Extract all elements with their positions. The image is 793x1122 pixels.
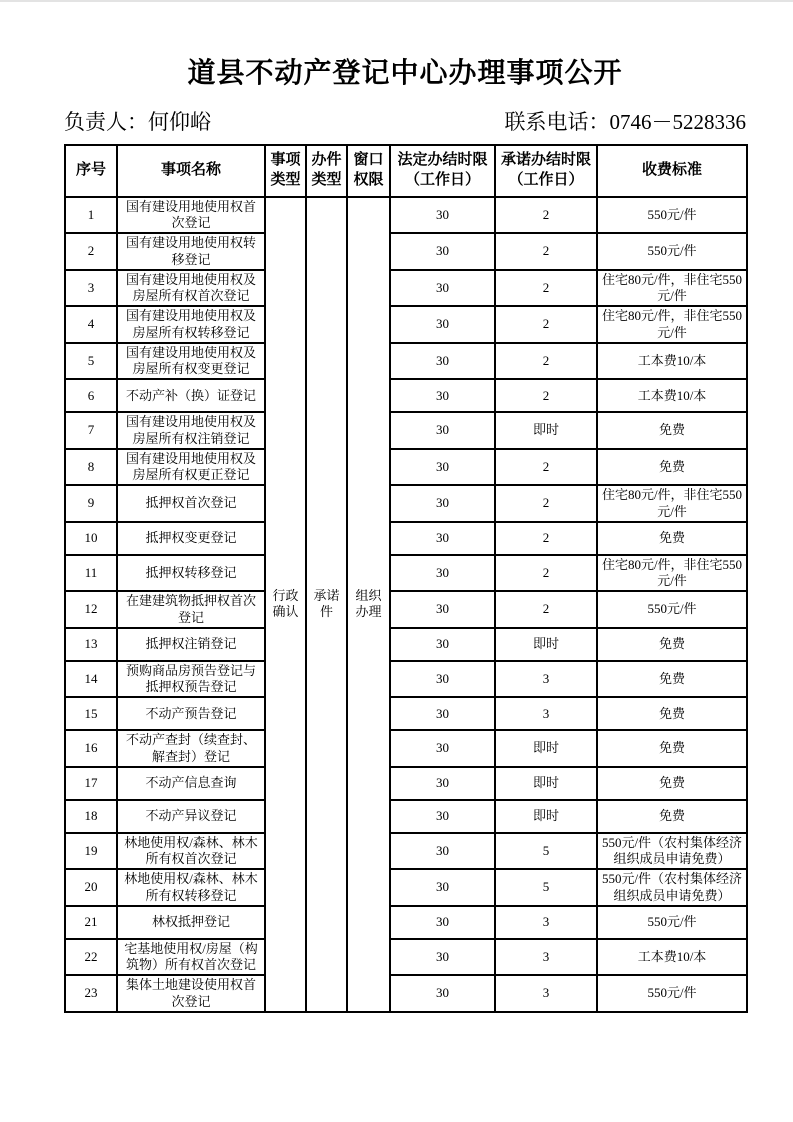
item-name-cell: 林地使用权/森林、林木所有权首次登记	[117, 833, 265, 870]
header-fee-standard: 收费标准	[597, 145, 747, 197]
fee-cell: 免费	[597, 522, 747, 555]
promised-time-cell: 即时	[495, 800, 597, 833]
table-row	[65, 485, 747, 522]
table-row	[65, 233, 747, 270]
item-name-cell: 在建建筑物抵押权首次登记	[117, 591, 265, 628]
legal-time-cell: 30	[390, 800, 495, 833]
row-number-cell: 12	[65, 591, 117, 628]
legal-time-cell: 30	[390, 555, 495, 592]
promised-time-cell: 即时	[495, 767, 597, 800]
promised-time-cell: 3	[495, 939, 597, 976]
fee-cell: 免费	[597, 628, 747, 661]
info-row	[64, 109, 746, 135]
fee-cell: 住宅80元/件，非住宅550元/件	[597, 555, 747, 592]
item-name-cell: 国有建设用地使用权转移登记	[117, 233, 265, 270]
row-number-cell: 2	[65, 233, 117, 270]
row-number-cell: 13	[65, 628, 117, 661]
promised-time-cell: 2	[495, 555, 597, 592]
header-row	[65, 145, 747, 197]
table-row	[65, 197, 747, 234]
row-number-cell: 17	[65, 767, 117, 800]
phone-label: 联系电话：	[504, 109, 610, 134]
row-number-cell: 7	[65, 412, 117, 449]
legal-time-cell: 30	[390, 306, 495, 343]
fee-cell: 住宅80元/件，非住宅550元/件	[597, 485, 747, 522]
table-body	[65, 197, 747, 1012]
item-name-cell: 国有建设用地使用权及房屋所有权更正登记	[117, 449, 265, 486]
table-row	[65, 906, 747, 939]
promised-time-cell: 2	[495, 197, 597, 234]
legal-time-cell: 30	[390, 270, 495, 307]
row-number-cell: 11	[65, 555, 117, 592]
fee-cell: 工本费10/本	[597, 343, 747, 380]
row-number-cell: 4	[65, 306, 117, 343]
table-row	[65, 412, 747, 449]
table-row	[65, 730, 747, 767]
legal-time-cell: 30	[390, 906, 495, 939]
item-name-cell: 抵押权转移登记	[117, 555, 265, 592]
item-name-cell: 林地使用权/森林、林木所有权转移登记	[117, 869, 265, 906]
item-name-cell: 宅基地使用权/房屋（构筑物）所有权首次登记	[117, 939, 265, 976]
window-authority-cell: 组织办理	[347, 197, 390, 1012]
table-row	[65, 800, 747, 833]
table-row	[65, 306, 747, 343]
promised-time-cell: 5	[495, 869, 597, 906]
header-legal-time-limit: 法定办结时限（工作日）	[390, 145, 495, 197]
promised-time-cell: 即时	[495, 628, 597, 661]
row-number-cell: 20	[65, 869, 117, 906]
row-number-cell: 6	[65, 379, 117, 412]
legal-time-cell: 30	[390, 343, 495, 380]
header-window-authority: 窗口权限	[347, 145, 390, 197]
item-name-cell: 抵押权首次登记	[117, 485, 265, 522]
fee-cell: 免费	[597, 697, 747, 730]
manager-name: 何仰峪	[148, 109, 211, 134]
legal-time-cell: 30	[390, 449, 495, 486]
item-name-cell: 不动产补（换）证登记	[117, 379, 265, 412]
row-number-cell: 1	[65, 197, 117, 234]
table-row	[65, 270, 747, 307]
row-number-cell: 18	[65, 800, 117, 833]
row-number-cell: 15	[65, 697, 117, 730]
row-number-cell: 10	[65, 522, 117, 555]
process-type-cell: 承诺件	[306, 197, 347, 1012]
table-row	[65, 975, 747, 1012]
table-row	[65, 591, 747, 628]
legal-time-cell: 30	[390, 197, 495, 234]
fee-cell: 免费	[597, 661, 747, 698]
table-row	[65, 661, 747, 698]
item-name-cell: 国有建设用地使用权及房屋所有权变更登记	[117, 343, 265, 380]
promised-time-cell: 2	[495, 343, 597, 380]
table-row	[65, 767, 747, 800]
header-seq-no: 序号	[65, 145, 117, 197]
fee-cell: 免费	[597, 730, 747, 767]
table-row	[65, 869, 747, 906]
promised-time-cell: 3	[495, 975, 597, 1012]
promised-time-cell: 3	[495, 697, 597, 730]
row-number-cell: 16	[65, 730, 117, 767]
header-process-type: 办件类型	[306, 145, 347, 197]
row-number-cell: 21	[65, 906, 117, 939]
header-item-type: 事项类型	[265, 145, 306, 197]
legal-time-cell: 30	[390, 628, 495, 661]
fee-cell: 550元/件	[597, 197, 747, 234]
item-name-cell: 集体土地建设使用权首次登记	[117, 975, 265, 1012]
item-type-cell: 行政确认	[265, 197, 306, 1012]
fee-cell: 550元/件	[597, 975, 747, 1012]
promised-time-cell: 2	[495, 485, 597, 522]
item-name-cell: 抵押权注销登记	[117, 628, 265, 661]
legal-time-cell: 30	[390, 939, 495, 976]
row-number-cell: 23	[65, 975, 117, 1012]
fee-cell: 工本费10/本	[597, 939, 747, 976]
legal-time-cell: 30	[390, 485, 495, 522]
legal-time-cell: 30	[390, 697, 495, 730]
item-name-cell: 抵押权变更登记	[117, 522, 265, 555]
item-name-cell: 国有建设用地使用权首次登记	[117, 197, 265, 234]
fee-cell: 免费	[597, 412, 747, 449]
table-row	[65, 697, 747, 730]
manager-label: 负责人：	[64, 109, 148, 134]
item-name-cell: 不动产预告登记	[117, 697, 265, 730]
promised-time-cell: 2	[495, 591, 597, 628]
fee-cell: 550元/件	[597, 591, 747, 628]
promised-time-cell: 即时	[495, 412, 597, 449]
table-row	[65, 379, 747, 412]
item-name-cell: 预购商品房预告登记与抵押权预告登记	[117, 661, 265, 698]
row-number-cell: 9	[65, 485, 117, 522]
table-row	[65, 555, 747, 592]
promised-time-cell: 2	[495, 522, 597, 555]
fee-cell: 住宅80元/件，非住宅550元/件	[597, 306, 747, 343]
fee-cell: 550元/件（农村集体经济组织成员申请免费）	[597, 833, 747, 870]
promised-time-cell: 3	[495, 661, 597, 698]
legal-time-cell: 30	[390, 379, 495, 412]
row-number-cell: 14	[65, 661, 117, 698]
promised-time-cell: 2	[495, 270, 597, 307]
item-name-cell: 国有建设用地使用权及房屋所有权注销登记	[117, 412, 265, 449]
table-row	[65, 939, 747, 976]
table-row	[65, 833, 747, 870]
scan-edge-artifact	[0, 0, 793, 2]
items-table	[64, 144, 748, 1013]
legal-time-cell: 30	[390, 661, 495, 698]
item-name-cell: 不动产查封（续查封、解查封）登记	[117, 730, 265, 767]
row-number-cell: 3	[65, 270, 117, 307]
promised-time-cell: 3	[495, 906, 597, 939]
promised-time-cell: 2	[495, 306, 597, 343]
row-number-cell: 22	[65, 939, 117, 976]
promised-time-cell: 5	[495, 833, 597, 870]
legal-time-cell: 30	[390, 767, 495, 800]
fee-cell: 住宅80元/件，非住宅550元/件	[597, 270, 747, 307]
legal-time-cell: 30	[390, 591, 495, 628]
legal-time-cell: 30	[390, 975, 495, 1012]
legal-time-cell: 30	[390, 869, 495, 906]
legal-time-cell: 30	[390, 522, 495, 555]
promised-time-cell: 2	[495, 233, 597, 270]
promised-time-cell: 即时	[495, 730, 597, 767]
table-row	[65, 628, 747, 661]
legal-time-cell: 30	[390, 412, 495, 449]
phone-number: 0746－5228336	[609, 109, 746, 134]
row-number-cell: 19	[65, 833, 117, 870]
fee-cell: 550元/件（农村集体经济组织成员申请免费）	[597, 869, 747, 906]
fee-cell: 工本费10/本	[597, 379, 747, 412]
item-name-cell: 不动产信息查询	[117, 767, 265, 800]
fee-cell: 免费	[597, 800, 747, 833]
promised-time-cell: 2	[495, 449, 597, 486]
item-name-cell: 国有建设用地使用权及房屋所有权首次登记	[117, 270, 265, 307]
fee-cell: 550元/件	[597, 906, 747, 939]
table-header	[65, 145, 747, 197]
row-number-cell: 5	[65, 343, 117, 380]
table-row	[65, 449, 747, 486]
manager-line	[64, 109, 211, 135]
legal-time-cell: 30	[390, 233, 495, 270]
fee-cell: 免费	[597, 449, 747, 486]
item-name-cell: 国有建设用地使用权及房屋所有权转移登记	[117, 306, 265, 343]
phone-line	[505, 109, 747, 135]
promised-time-cell: 2	[495, 379, 597, 412]
header-item-name: 事项名称	[117, 145, 265, 197]
table-row	[65, 522, 747, 555]
fee-cell: 550元/件	[597, 233, 747, 270]
item-name-cell: 不动产异议登记	[117, 800, 265, 833]
page-title: 道县不动产登记中心办理事项公开	[187, 58, 623, 89]
row-number-cell: 8	[65, 449, 117, 486]
legal-time-cell: 30	[390, 833, 495, 870]
fee-cell: 免费	[597, 767, 747, 800]
table-row	[65, 343, 747, 380]
header-promised-time-limit: 承诺办结时限（工作日）	[495, 145, 597, 197]
legal-time-cell: 30	[390, 730, 495, 767]
item-name-cell: 林权抵押登记	[117, 906, 265, 939]
